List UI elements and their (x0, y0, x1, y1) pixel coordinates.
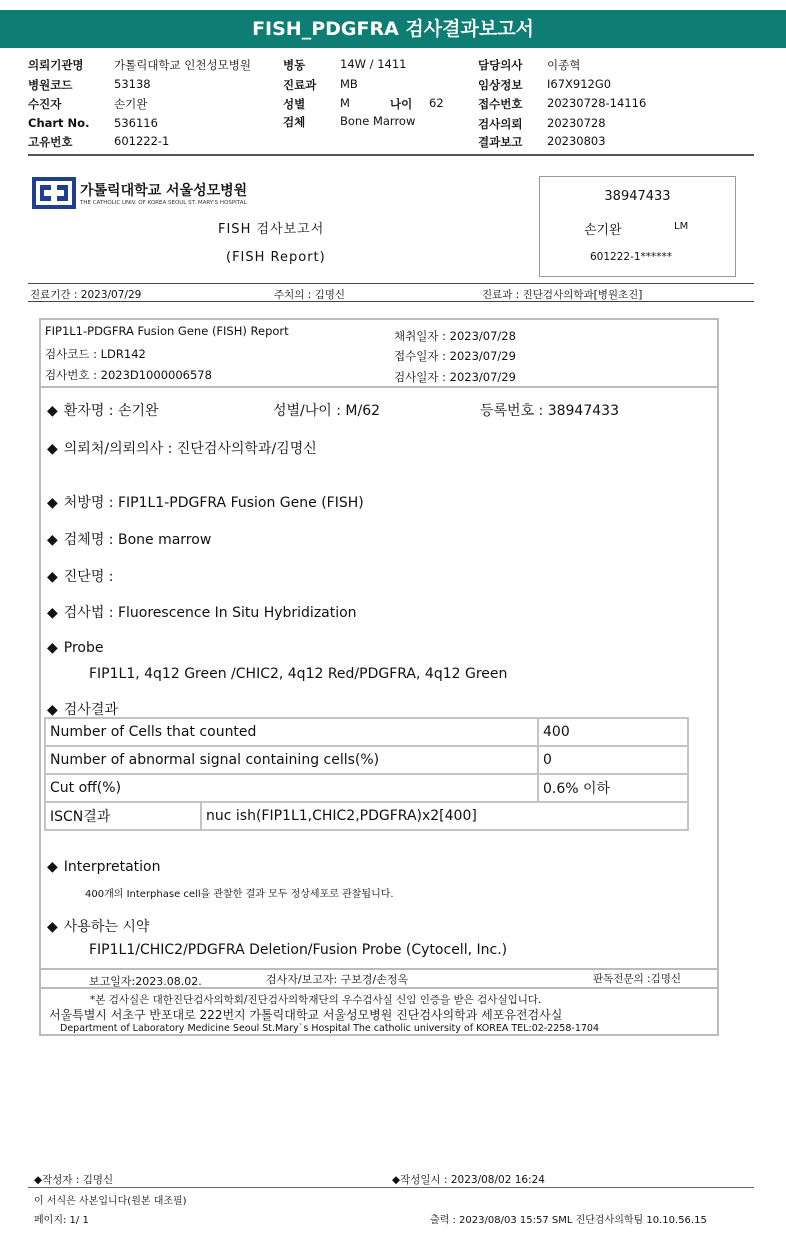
sex-age: 성별/나이 : M/62 (273, 403, 381, 419)
visit-period: 진료기간 : 2023/07/29 (30, 289, 142, 301)
meta-value: 536116 (114, 116, 158, 130)
written-datetime: ◆작성일시 : 2023/08/02 16:24 (392, 1174, 545, 1186)
probe-heading: ◆ Probe (47, 640, 104, 656)
hospital-logo-icon (32, 177, 76, 209)
diamond-icon: ◆ (47, 441, 58, 457)
diagnosis-row: ◆ 진단명 : (47, 569, 114, 585)
meta-label: 접수번호 (478, 97, 523, 111)
referrer-row: ◆ 의뢰처/의뢰의사 : 진단검사의학과/김명신 (47, 441, 317, 457)
reagent-text: FIP1L1/CHIC2/PDGFRA Deletion/Fusion Probe (Cytocell, Inc.) (89, 942, 508, 958)
address-korean: 서울특별시 서초구 반포대로 222번지 가톨릭대학교 서울성모병원 진단검사의학과 세포유전검사실 (49, 1008, 563, 1022)
divider (28, 1187, 754, 1188)
result-value-cell: 400 (538, 718, 688, 746)
meta-label: 결과보고 (478, 135, 523, 149)
meta-label: 병동 (283, 58, 306, 72)
diamond-icon: ◆ (47, 495, 58, 511)
diamond-icon: ◆ (47, 919, 58, 935)
reagent-heading: ◆ 사용하는 시약 (47, 919, 150, 935)
diamond-icon: ◆ (47, 859, 58, 875)
table-row (45, 774, 688, 802)
table-row (45, 746, 688, 774)
meta-value: 14W / 1411 (340, 57, 407, 71)
author: ◆작성자 : 김명신 (34, 1174, 114, 1186)
result-label-cell: Number of Cells that counted (45, 718, 538, 746)
meta-label: 성별 (283, 97, 306, 111)
meta-label: 수진자 (28, 97, 62, 111)
diamond-icon: ◆ (47, 569, 58, 585)
printed-info: 출력 : 2023/08/03 15:57 SML 진단검사의학팀 10.10.56.15 (430, 1215, 707, 1226)
report-header-title: FIP1L1-PDGFRA Fusion Gene (FISH) Report (45, 324, 289, 338)
result-table (44, 717, 689, 831)
report-date: 보고일자:2023.08.02. (89, 975, 202, 988)
meta-value: 20230728-14116 (547, 96, 647, 110)
tester: 검사자/보고자: 구보경/손정옥 (266, 973, 409, 986)
result-label-cell: Cut off(%) (45, 774, 538, 802)
hospital-english-name: THE CATHOLIC UNIV. OF KOREA SEOUL ST. MARY'S HOSPITAL (80, 200, 247, 206)
interpretation-heading: ◆ Interpretation (47, 859, 161, 875)
result-value-cell: 0.6% 이하 (538, 774, 688, 802)
probe-text: FIP1L1, 4q12 Green /CHIC2, 4q12 Red/PDGFRA, 4q12 Green (89, 666, 508, 682)
reading-specialist: 판독전문의 :김명신 (593, 973, 682, 985)
report-title: FISH_PDGFRA 검사결과보고서 (0, 10, 786, 48)
department: 진료과 : 진단검사의학과[병원초진] (482, 289, 643, 301)
meta-value: 이종혁 (547, 58, 581, 72)
divider (41, 386, 717, 388)
patient-name-row: ◆ 환자명 : 손기완 (47, 403, 159, 419)
meta-value: 가톨릭대학교 인천성모병원 (114, 58, 251, 72)
test-number: 검사번호 : 2023D1000006578 (45, 368, 212, 382)
iscn-label-cell: ISCN결과 (45, 802, 201, 830)
report-title-en: (FISH Report) (226, 250, 326, 265)
diamond-icon: ◆ (47, 532, 58, 548)
stamp-name: 손기완 (584, 223, 622, 238)
meta-label: 검체 (283, 115, 306, 129)
stamp-code: LM (674, 221, 689, 232)
meta-label: 담당의사 (478, 58, 523, 72)
specimen-row: ◆ 검체명 : Bone marrow (47, 532, 212, 548)
meta-value: 53138 (114, 77, 151, 91)
test-code: 검사코드 : LDR142 (45, 347, 146, 361)
meta-label: 진료과 (283, 78, 317, 92)
diamond-icon: ◆ (47, 640, 58, 656)
meta-value: 20230728 (547, 116, 606, 130)
meta-label: 고유번호 (28, 135, 73, 149)
result-label-cell: Number of abnormal signal containing cells(%) (45, 746, 538, 774)
receive-date: 접수일자 : 2023/07/29 (394, 349, 516, 363)
meta-label: 나이 (390, 97, 413, 111)
address-english: Department of Laboratory Medicine Seoul St.Mary`s Hospital The catholic university of KOREA TEL:02-2258-1704 (60, 1023, 600, 1034)
report-title-kr: FISH 검사보고서 (218, 222, 325, 237)
method-row: ◆ 검사법 : Fluorescence In Situ Hybridization (47, 605, 357, 621)
table-row (45, 718, 688, 746)
meta-value: 601222-1 (114, 134, 170, 148)
exam-date: 검사일자 : 2023/07/29 (394, 370, 516, 384)
diamond-icon: ◆ (47, 702, 58, 718)
divider (28, 301, 754, 302)
prescription-row: ◆ 처방명 : FIP1L1-PDGFRA Fusion Gene (FISH) (47, 495, 364, 511)
result-heading: ◆ 검사결과 (47, 702, 118, 718)
result-value-cell: 0 (538, 746, 688, 774)
iscn-value-cell: nuc ish(FIP1L1,CHIC2,PDGFRA)x2[400] (201, 802, 688, 830)
certification-note: *본 검사실은 대한진단검사의학회/진단검사의학재단의 우수검사실 신임 인증을 받은 검사실입니다. (90, 994, 542, 1006)
collect-date: 채취일자 : 2023/07/28 (394, 329, 516, 343)
meta-value: M (340, 96, 350, 110)
attending-doctor: 주치의 : 김명신 (274, 289, 346, 301)
stamp-reg: 601222-1****** (590, 251, 673, 263)
meta-value: MB (340, 77, 358, 91)
stamp-id: 38947433 (604, 189, 671, 204)
meta-value: 손기완 (114, 97, 148, 111)
meta-value: 62 (429, 96, 444, 110)
copy-note: 이 서식은 사본입니다(원본 대조필) (34, 1196, 187, 1207)
interpretation-text: 400개의 Interphase cell을 관찰한 결과 모두 정상세포로 관찰됩니다. (85, 889, 394, 900)
meta-label: 의뢰기관명 (28, 58, 84, 72)
divider (41, 968, 717, 970)
meta-value: 20230803 (547, 134, 606, 148)
table-row (45, 802, 688, 830)
page-number: 페이지: 1/ 1 (34, 1215, 89, 1226)
meta-label: Chart No. (28, 116, 90, 130)
hospital-name: 가톨릭대학교 서울성모병원 (80, 183, 248, 199)
divider (28, 283, 754, 284)
diamond-icon: ◆ (47, 605, 58, 621)
registration-number: 등록번호 : 38947433 (480, 403, 619, 419)
divider (28, 154, 754, 156)
meta-label: 병원코드 (28, 78, 73, 92)
meta-label: 검사의뢰 (478, 117, 523, 131)
meta-label: 임상정보 (478, 78, 523, 92)
meta-value: I67X912G0 (547, 77, 612, 91)
meta-value: Bone Marrow (340, 114, 416, 128)
diamond-icon: ◆ (47, 403, 58, 419)
patient-stamp (539, 176, 736, 277)
